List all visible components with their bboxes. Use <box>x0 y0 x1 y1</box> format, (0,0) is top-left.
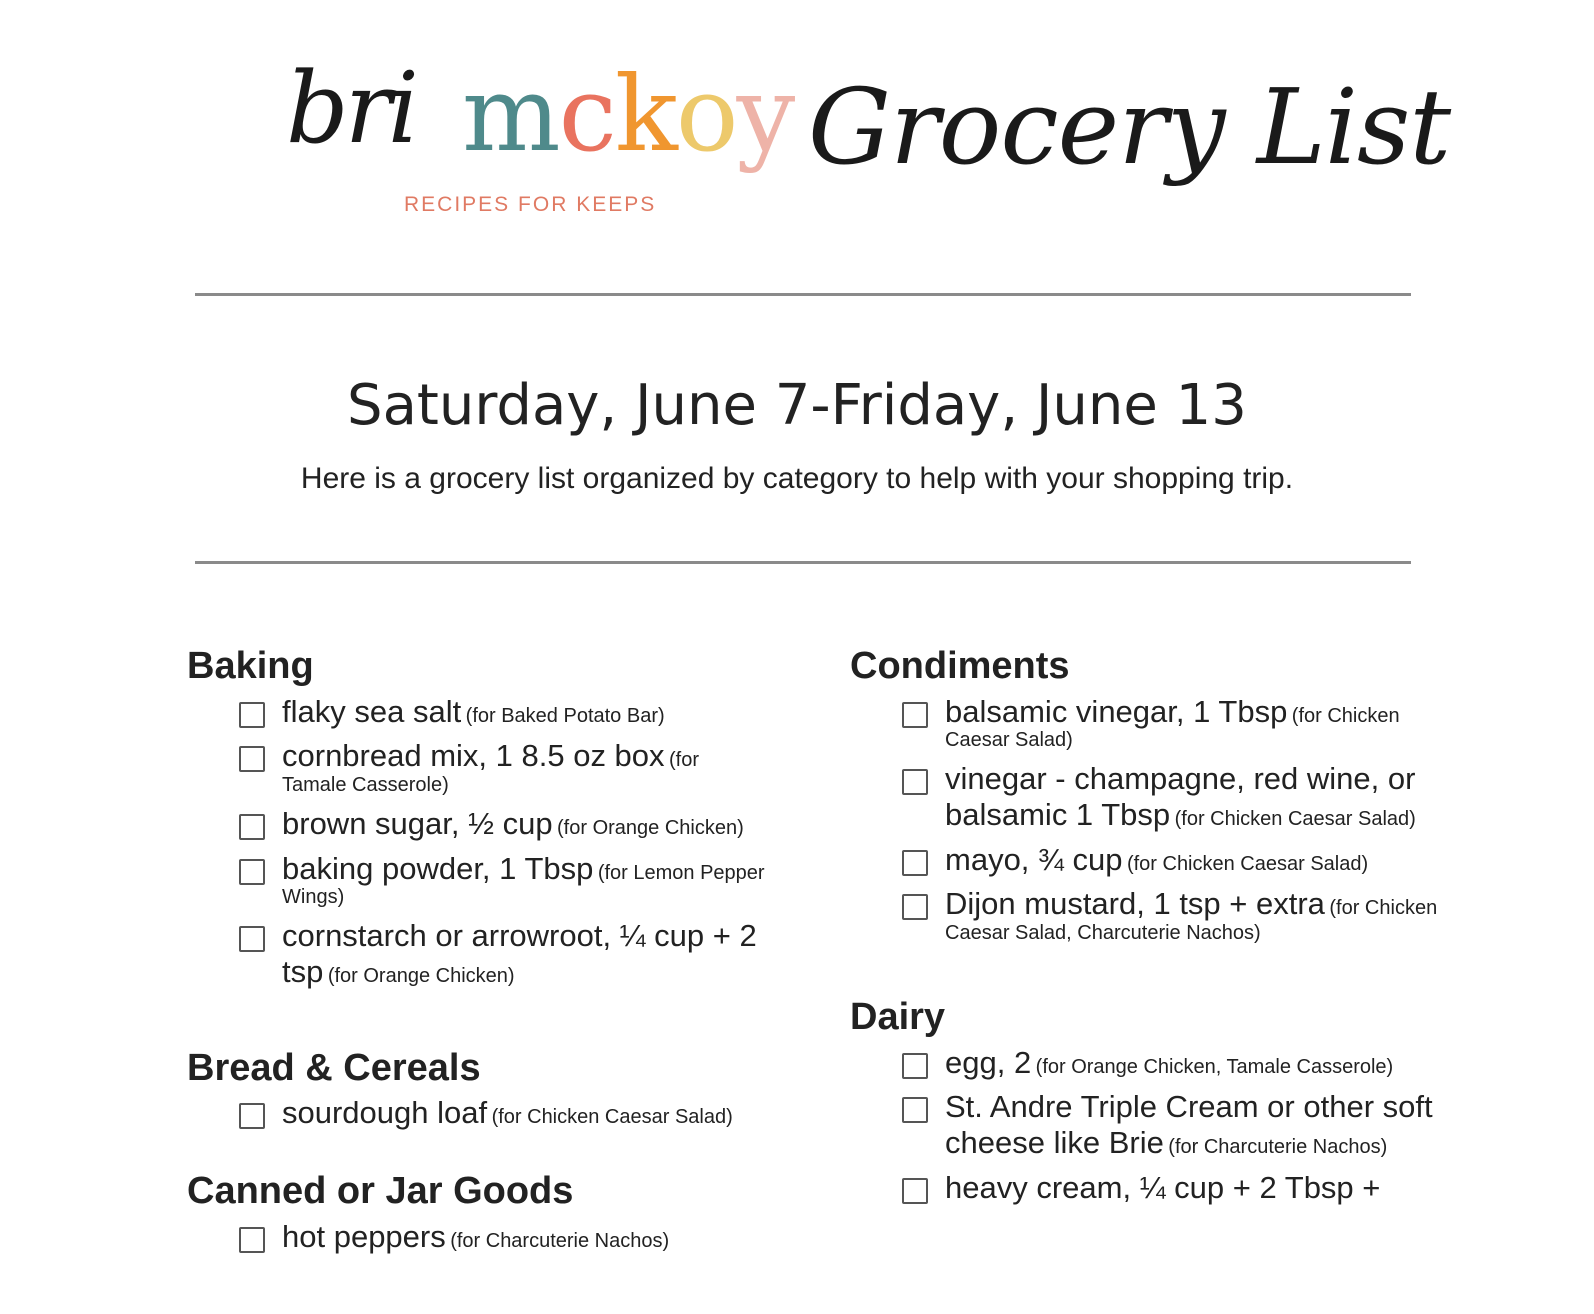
checkbox[interactable] <box>239 702 265 728</box>
page-header <box>0 0 1594 260</box>
item-name: sourdough loaf <box>282 1095 488 1131</box>
category-condiments <box>850 646 1450 945</box>
item-note: (for Charcuterie Nachos) <box>450 1229 670 1252</box>
category-canned-jar-goods <box>187 1171 767 1254</box>
list-item <box>187 806 767 842</box>
item-name: mayo, ¾ cup <box>945 841 1123 877</box>
intro-text: Here is a grocery list organized by category to help with your shopping trip. <box>300 462 1294 495</box>
item-name: Dijon mustard, 1 tsp + extra <box>945 886 1325 922</box>
category-dairy <box>850 997 1450 1205</box>
category-bread-cereals <box>187 1048 767 1131</box>
list-item <box>187 851 767 910</box>
list-item <box>187 1219 767 1255</box>
item-note: (for Chicken Caesar Salad) <box>945 704 1400 752</box>
list-item <box>850 1170 1450 1206</box>
category-title: Bread & Cereals <box>187 1046 481 1089</box>
checkbox[interactable] <box>902 702 928 728</box>
checkbox[interactable] <box>239 859 265 885</box>
date-range-heading: Saturday, June 7-Friday, June 13 <box>347 373 1247 438</box>
logo-script-text: bri <box>286 52 415 166</box>
logo-wordmark <box>462 53 794 175</box>
checkbox[interactable] <box>239 814 265 840</box>
item-note: (for Chicken Caesar Salad) <box>1126 852 1369 875</box>
checkbox[interactable] <box>239 1103 265 1129</box>
list-item <box>850 761 1450 832</box>
item-name: vinegar - champagne, red wine, or balsamic 1 Tbsp <box>945 761 1416 833</box>
item-note: (for Baked Potato Bar) <box>465 704 665 727</box>
item-name: flaky sea salt <box>282 693 462 729</box>
category-title: Baking <box>187 645 314 687</box>
category-title: Condiments <box>850 645 1070 687</box>
list-item <box>187 1095 767 1131</box>
list-item <box>850 842 1450 878</box>
item-note: (for Lemon Pepper Wings) <box>282 861 765 909</box>
logo-letter: k <box>614 53 676 175</box>
item-note: (for Chicken Caesar Salad, Charcuterie Nachos) <box>945 897 1438 944</box>
item-name: heavy cream, ¼ cup + 2 Tbsp + <box>945 1169 1381 1205</box>
item-list <box>187 1095 767 1131</box>
logo-letter: m <box>462 53 559 175</box>
item-name: St. Andre Triple Cream or other soft cheese like Brie <box>945 1089 1433 1161</box>
item-note: (for Tamale Casserole) <box>282 749 699 797</box>
logo-letter: c <box>558 53 615 175</box>
checkbox[interactable] <box>239 926 265 952</box>
item-name: cornbread mix, 1 8.5 oz box <box>282 738 665 774</box>
item-note: (for Chicken Caesar Salad) <box>1174 808 1416 831</box>
list-item <box>850 1089 1450 1160</box>
section-divider <box>195 561 1411 564</box>
item-list <box>850 1045 1450 1206</box>
item-note: (for Chicken Caesar Salad) <box>491 1106 733 1129</box>
item-name: egg, 2 <box>945 1044 1032 1080</box>
checkbox[interactable] <box>902 850 928 876</box>
checkbox[interactable] <box>902 769 928 795</box>
list-item <box>187 738 767 797</box>
category-baking <box>187 646 767 990</box>
category-title: Canned or Jar Goods <box>187 1170 574 1213</box>
item-note: (for Charcuterie Nachos) <box>1168 1136 1388 1159</box>
list-item <box>187 694 767 730</box>
item-name: hot peppers <box>282 1218 446 1254</box>
top-divider <box>195 293 1411 296</box>
list-item <box>850 694 1450 753</box>
checkbox[interactable] <box>902 1053 928 1079</box>
category-title: Dairy <box>850 996 946 1038</box>
logo-letter: o <box>675 53 737 175</box>
item-name: brown sugar, ½ cup <box>282 806 553 842</box>
item-list <box>850 694 1450 945</box>
list-item <box>850 1045 1450 1081</box>
item-list <box>187 1219 767 1255</box>
logo-letter: y <box>736 53 794 175</box>
checkbox[interactable] <box>902 1178 928 1204</box>
logo-tagline: RECIPES FOR KEEPS <box>404 193 657 216</box>
checkbox[interactable] <box>239 746 265 772</box>
item-note: (for Orange Chicken) <box>557 817 744 840</box>
right-column <box>850 646 1450 1263</box>
item-list <box>187 694 767 990</box>
item-note: (for Orange Chicken) <box>327 965 515 987</box>
checkbox[interactable] <box>239 1227 265 1253</box>
left-column <box>187 646 767 1313</box>
item-name: cornstarch or arrowroot, ¼ cup + 2 tsp <box>282 918 757 989</box>
page-title: Grocery List <box>808 66 1451 188</box>
item-note: (for Orange Chicken, Tamale Casserole) <box>1035 1055 1394 1078</box>
checkbox[interactable] <box>902 894 928 920</box>
list-item <box>187 918 767 989</box>
item-name: balsamic vinegar, 1 Tbsp <box>945 693 1288 729</box>
list-item <box>850 886 1450 945</box>
item-name: baking powder, 1 Tbsp <box>282 850 594 886</box>
checkbox[interactable] <box>902 1097 928 1123</box>
